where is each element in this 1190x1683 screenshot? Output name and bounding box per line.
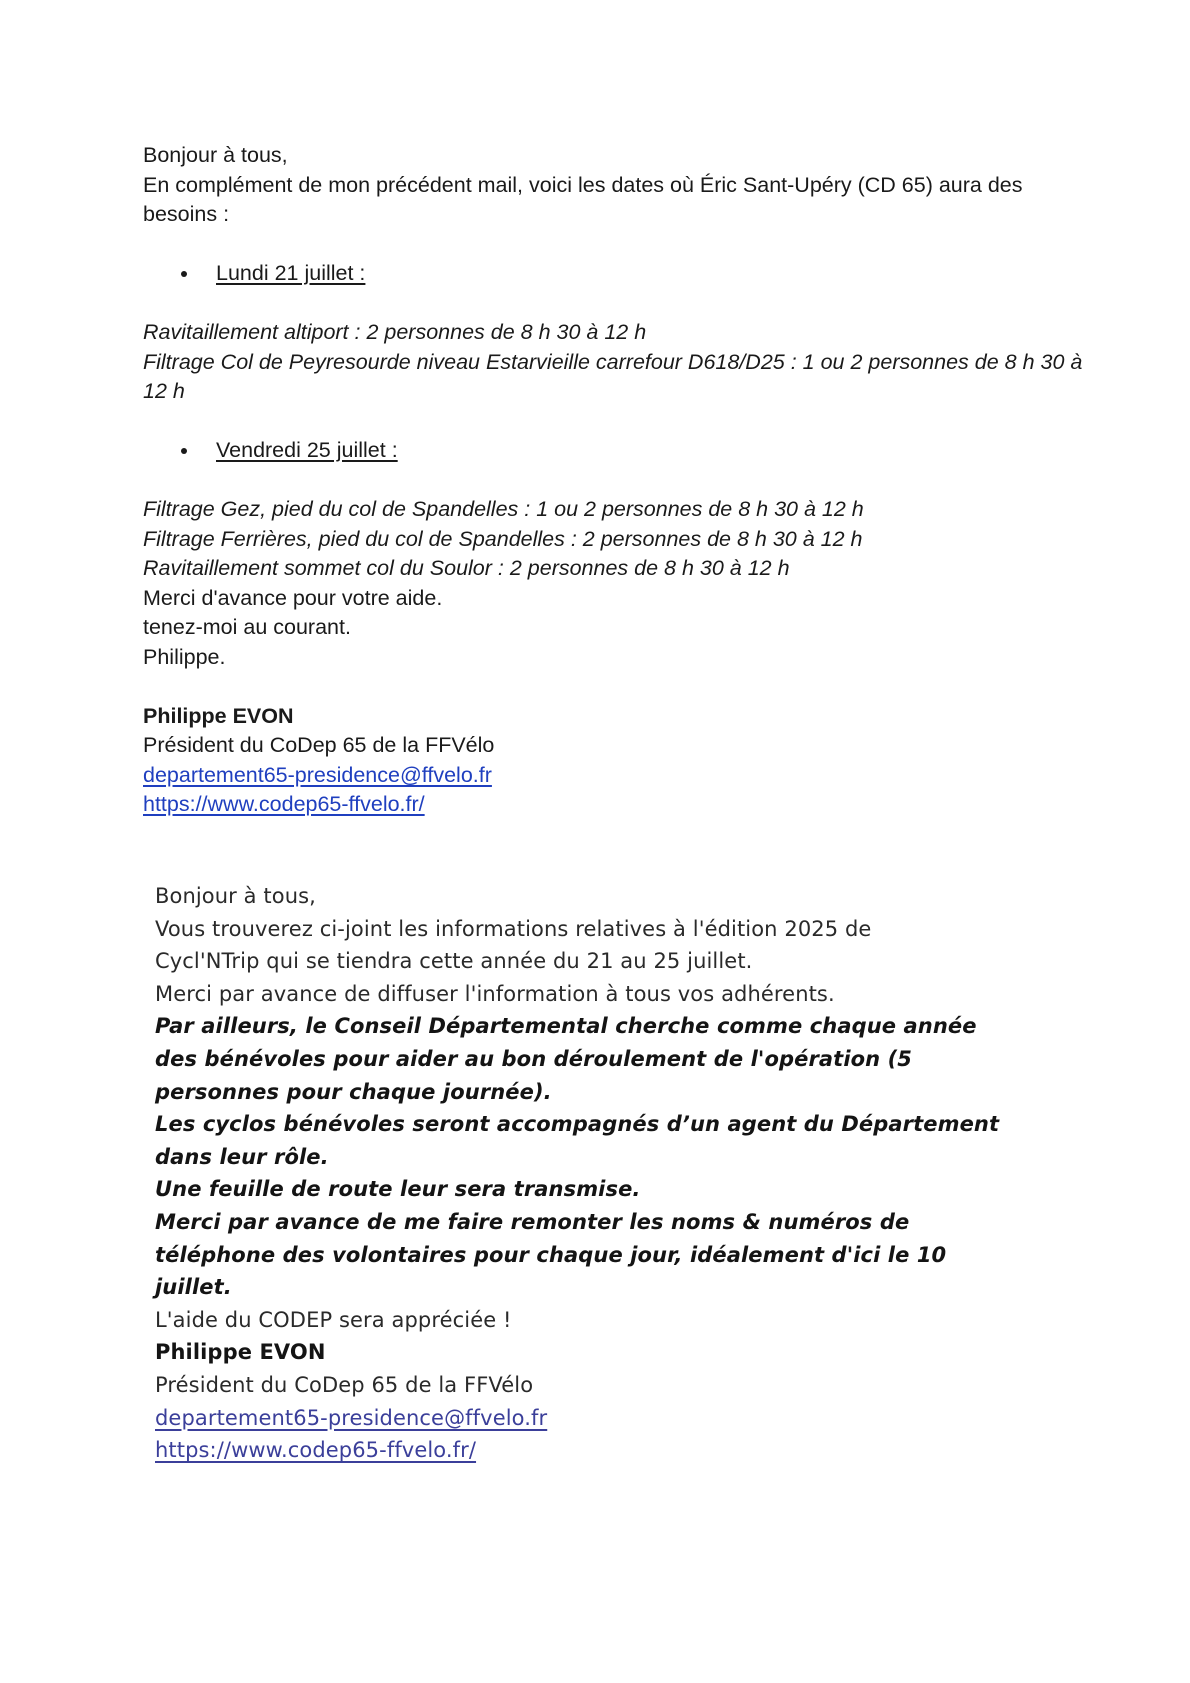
forwarded-emphasis-line: personnes pour chaque journée). — [155, 1079, 552, 1104]
forwarded-emphasis-line: Les cyclos bénévoles seront accompagnés d’un agent du Département — [155, 1112, 1000, 1137]
date-list-1 — [143, 259, 1083, 289]
forwarded-email-link: departement65-presidence@ffvelo.fr — [155, 1405, 548, 1430]
forwarded-emphasis-line: Par ailleurs, le Conseil Départemental cherche comme chaque année — [155, 1014, 977, 1039]
task-line: Filtrage Gez, pied du col de Spandelles : 1 ou 2 personnes de 8 h 30 à 12 h — [143, 497, 864, 521]
closing-line: Philippe. — [143, 644, 226, 669]
forwarded-website-link: https://www.codep65-ffvelo.fr/ — [155, 1438, 477, 1463]
task-line: Filtrage Ferrières, pied du col de Spandelles : 2 personnes de 8 h 30 à 12 h — [143, 526, 863, 551]
closing-line: tenez-moi au courant. — [143, 615, 351, 639]
spacer — [143, 407, 1083, 437]
date-list-2 — [143, 436, 1083, 466]
forwarded-emphasis-line: dans leur rôle. — [155, 1144, 329, 1169]
greeting: Bonjour à tous, — [143, 143, 288, 167]
bullet-icon — [181, 448, 187, 454]
spacer — [143, 230, 1083, 260]
email-body — [143, 141, 1083, 820]
spacer — [143, 289, 1083, 319]
signature-role: Président du CoDep 65 de la FFVélo — [143, 733, 495, 757]
closing-line: Merci d'avance pour votre aide. — [143, 585, 443, 610]
signature-website-link[interactable]: https://www.codep65-ffvelo.fr/ — [143, 792, 425, 816]
intro-paragraph: En complément de mon précédent mail, voici les dates où Éric Sant-Upéry (CD 65) aura des besoins : — [143, 172, 1023, 226]
forwarded-emphasis-line: Merci par avance de me faire remonter les noms & numéros de — [155, 1209, 910, 1234]
forwarded-emphasis-line: téléphone des volontaires pour chaque jour, idéalement d'ici le 10 — [155, 1242, 947, 1267]
bullet-item-friday — [143, 436, 1083, 466]
task-line: Ravitaillement sommet col du Soulor : 2 personnes de 8 h 30 à 12 h — [143, 556, 790, 580]
bullet-icon — [181, 271, 187, 277]
forwarded-message-image — [155, 880, 1055, 1467]
spacer — [143, 466, 1083, 496]
signature-name: Philippe EVON — [143, 703, 294, 728]
signature-email-link[interactable]: departement65-presidence@ffvelo.fr — [143, 762, 492, 787]
forwarded-line: Cycl'NTrip qui se tiendra cette année du 21 au 25 juillet. — [155, 949, 753, 974]
bullet-item-monday — [143, 259, 1083, 289]
date-label-monday: Lundi 21 juillet : — [216, 261, 366, 285]
task-line: Ravitaillement altiport : 2 personnes de 8 h 30 à 12 h — [143, 320, 647, 344]
forwarded-emphasis-line: Une feuille de route leur sera transmise. — [155, 1177, 641, 1202]
date-label-friday: Vendredi 25 juillet : — [216, 438, 398, 462]
task-line: Filtrage Col de Peyresourde niveau Estarvieille carrefour D618/D25 : 1 ou 2 personnes de 8 h 30 à 12 h — [143, 349, 1083, 403]
forwarded-emphasis-line: des bénévoles pour aider au bon déroulement de l'opération (5 — [155, 1046, 913, 1071]
forwarded-thanks: L'aide du CODEP sera appréciée ! — [155, 1307, 512, 1332]
forwarded-emphasis-line: juillet. — [155, 1275, 232, 1300]
forwarded-signature-name: Philippe EVON — [155, 1340, 326, 1365]
forwarded-line: Vous trouverez ci-joint les informations relatives à l'édition 2025 de — [155, 916, 872, 941]
spacer — [143, 672, 1083, 702]
forwarded-signature-role: Président du CoDep 65 de la FFVélo — [155, 1372, 534, 1397]
forwarded-line: Merci par avance de diffuser l'information à tous vos adhérents. — [155, 981, 835, 1006]
forwarded-greeting: Bonjour à tous, — [155, 884, 316, 908]
